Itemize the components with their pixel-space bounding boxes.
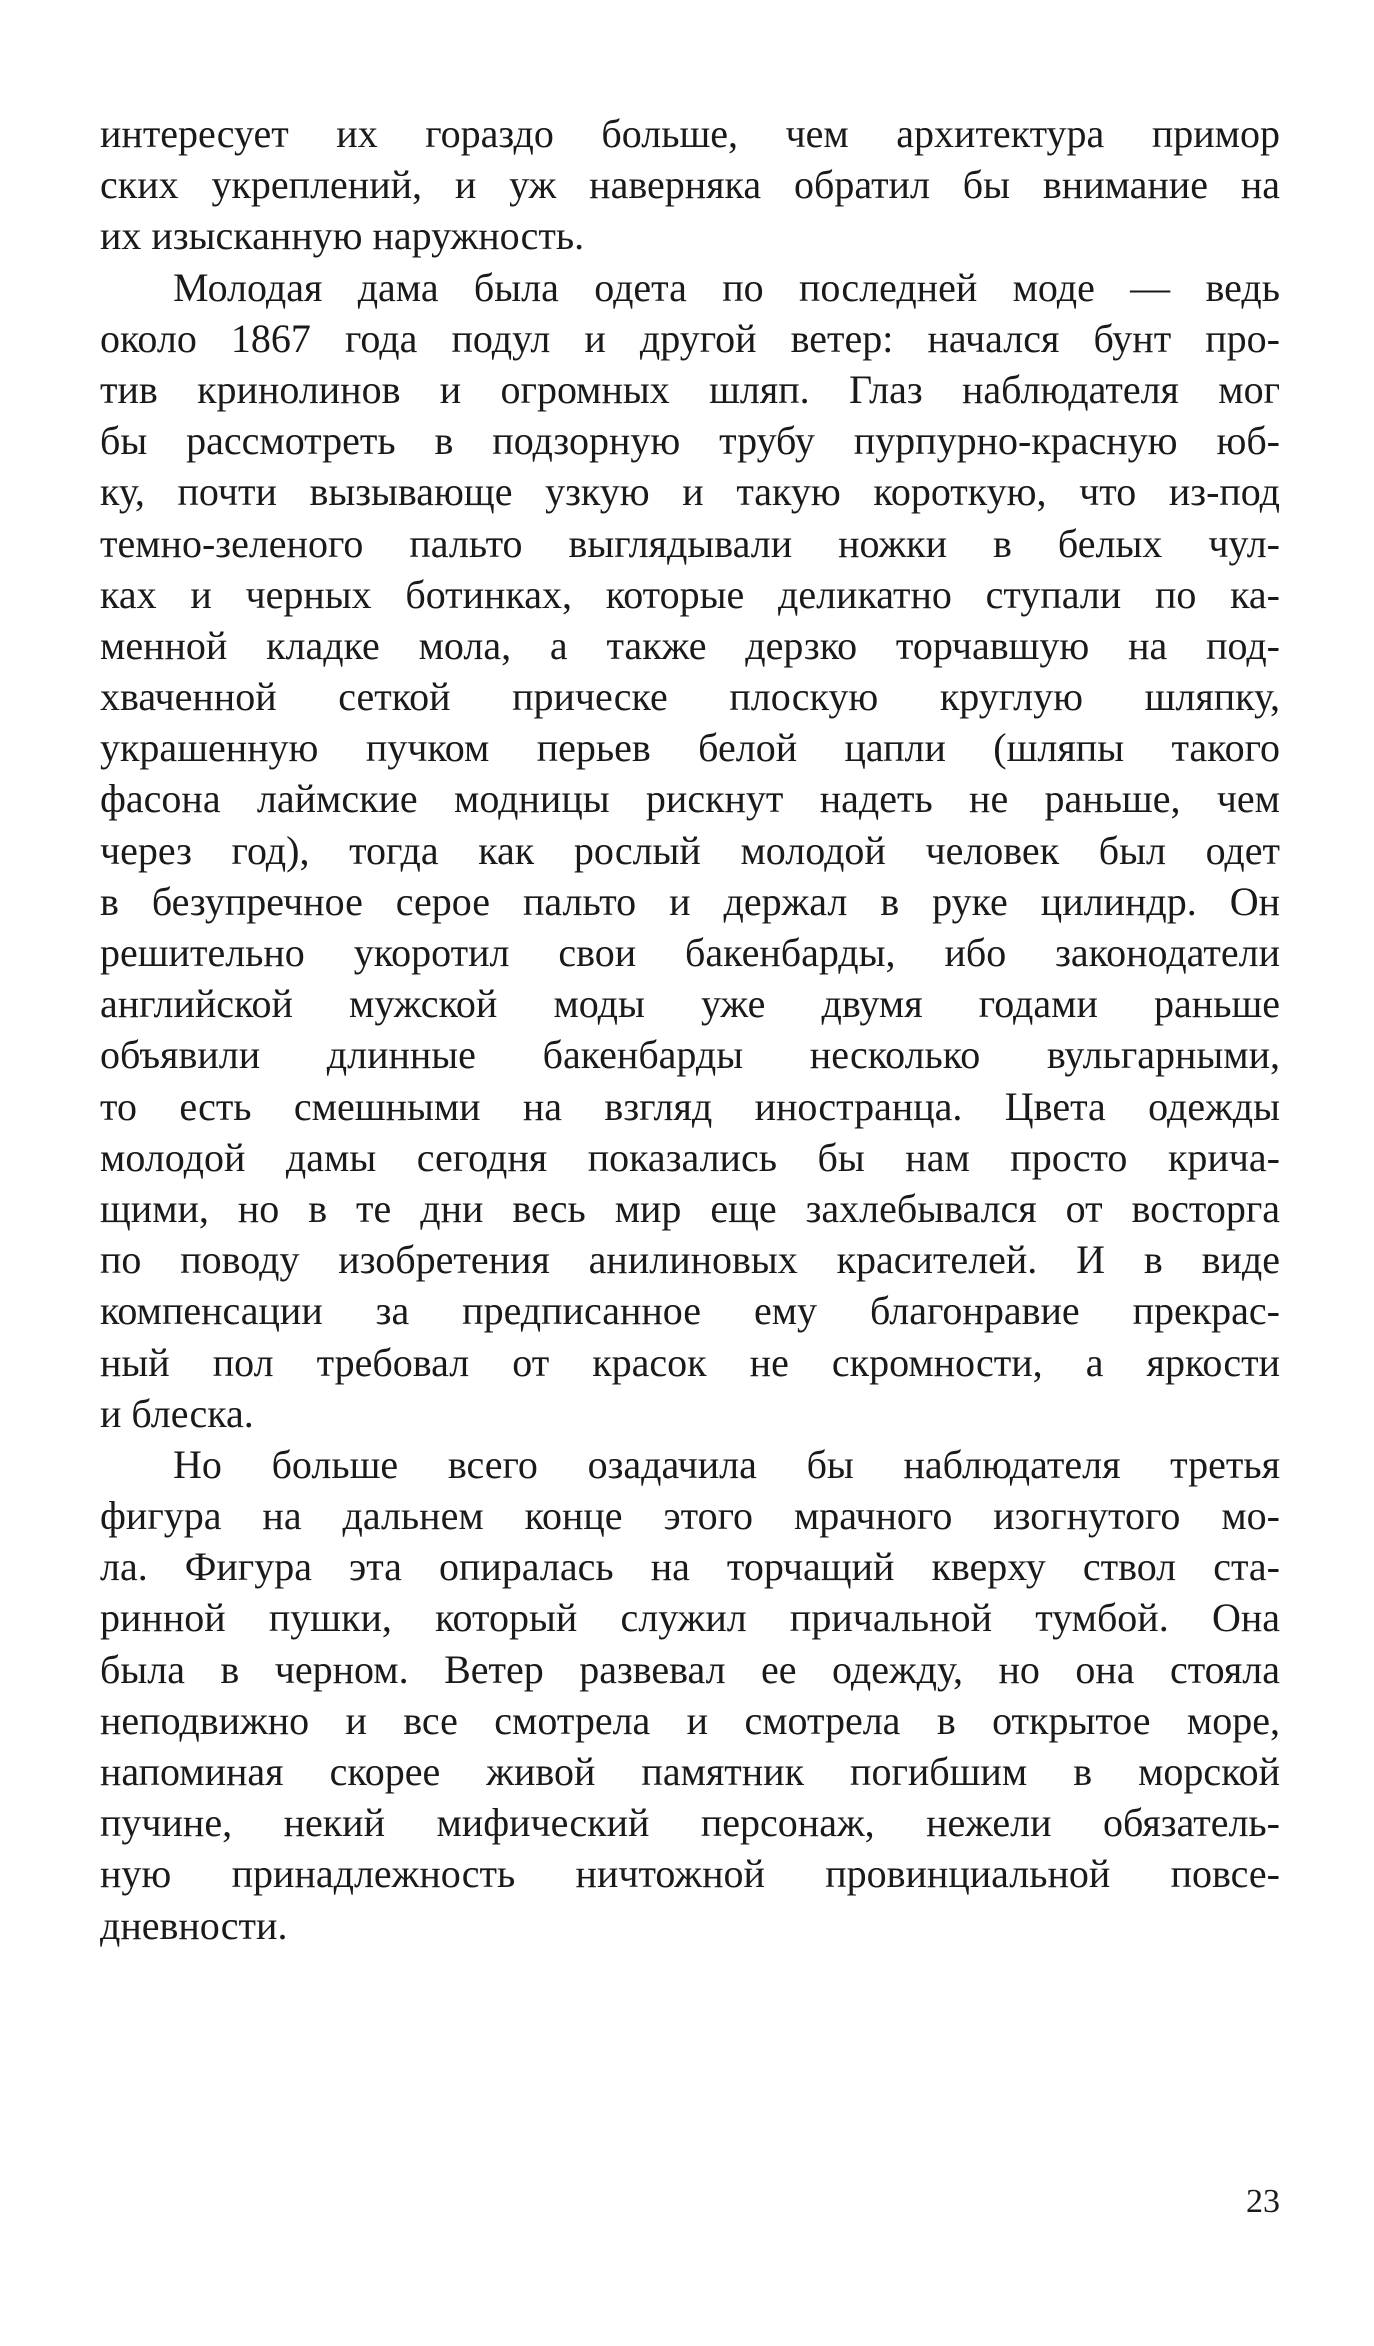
text-line: около 1867 года подул и другой ветер: начался бунт про- <box>100 315 1280 361</box>
text-line: и блеска. <box>100 1390 254 1436</box>
paragraph-continued <box>100 108 1280 262</box>
text-line: была в черном. Ветер развевал ее одежду, но она стояла <box>100 1646 1280 1692</box>
text-line: украшенную пучком перьев белой цапли (шляпы такого <box>100 725 1280 771</box>
text-line: ских укреплений, и уж наверняка обратил бы внимание на <box>100 162 1280 208</box>
text-line: дневности. <box>100 1902 288 1948</box>
text-line: ла. Фигура эта опиралась на торчащий кверху ствол ста- <box>100 1544 1280 1590</box>
text-line: ринной пушки, который служил причальной тумбой. Она <box>100 1595 1280 1641</box>
text-line: интересует их гораздо больше, чем архитектура примор <box>100 111 1280 156</box>
text-line: фигура на дальнем конце этого мрачного изогнутого мо- <box>100 1493 1280 1539</box>
text-line: тив кринолинов и огромных шляп. Глаз наблюдателя мог <box>100 366 1280 412</box>
text-line: неподвижно и все смотрела и смотрела в открытое море, <box>100 1697 1280 1743</box>
text-line: щими, но в те дни весь мир еще захлебывался от восторга <box>100 1185 1280 1231</box>
text-line: Молодая дама была одета по последней моде — ведь <box>173 264 1280 310</box>
text-line: бы рассмотреть в подзорную трубу пурпурно-красную юб- <box>100 418 1280 464</box>
text-line: объявили длинные бакенбарды несколько вульгарными, <box>100 1032 1280 1078</box>
text-line: компенсации за предписанное ему благонравие прекрас- <box>100 1288 1280 1334</box>
text-line: решительно укоротил свои бакенбарды, ибо законодатели <box>100 930 1280 975</box>
text-line: ках и черных ботинках, которые деликатно ступали по ка- <box>100 571 1280 617</box>
text-line: темно-зеленого пальто выглядывали ножки в белых чул- <box>100 520 1280 566</box>
page-number: 23 <box>1246 2183 1280 2220</box>
text-line: через год), тогда как рослый молодой человек был одет <box>100 827 1280 873</box>
text-line: ную принадлежность ничтожной провинциальной повсе- <box>100 1851 1280 1897</box>
text-line: в безупречное серое пальто и держал в руке цилиндр. Он <box>100 878 1280 924</box>
text-line: Но больше всего озадачила бы наблюдателя третья <box>173 1441 1280 1487</box>
text-line: менной кладке мола, а также дерзко торчавшую на под- <box>100 622 1280 668</box>
text-line: то есть смешными на взгляд иностранца. Цвета одежды <box>100 1083 1280 1129</box>
text-line: хваченной сеткой прическе плоскую круглую шляпку, <box>100 674 1280 720</box>
text-line: фасона лаймские модницы рискнут надеть не раньше, чем <box>100 776 1280 822</box>
text-line: напоминая скорее живой памятник погибшим в морской <box>100 1749 1280 1794</box>
text-line: молодой дамы сегодня показались бы нам просто крича- <box>100 1134 1280 1180</box>
text-line: их изысканную наружность. <box>100 213 585 259</box>
text-line: ный пол требовал от красок не скромности, а яркости <box>100 1339 1280 1385</box>
paragraph-young-lady <box>100 262 1280 1439</box>
paragraph-third-figure <box>100 1439 1280 1951</box>
text-line: по поводу изобретения анилиновых красителей. И в виде <box>100 1237 1280 1283</box>
body-text <box>100 108 1280 1951</box>
text-line: английской мужской моды уже двумя годами раньше <box>100 981 1280 1027</box>
text-line: ку, почти вызывающе узкую и такую короткую, что из-под <box>100 469 1280 515</box>
text-line: пучине, некий мифический персонаж, нежели обязатель- <box>100 1800 1280 1846</box>
